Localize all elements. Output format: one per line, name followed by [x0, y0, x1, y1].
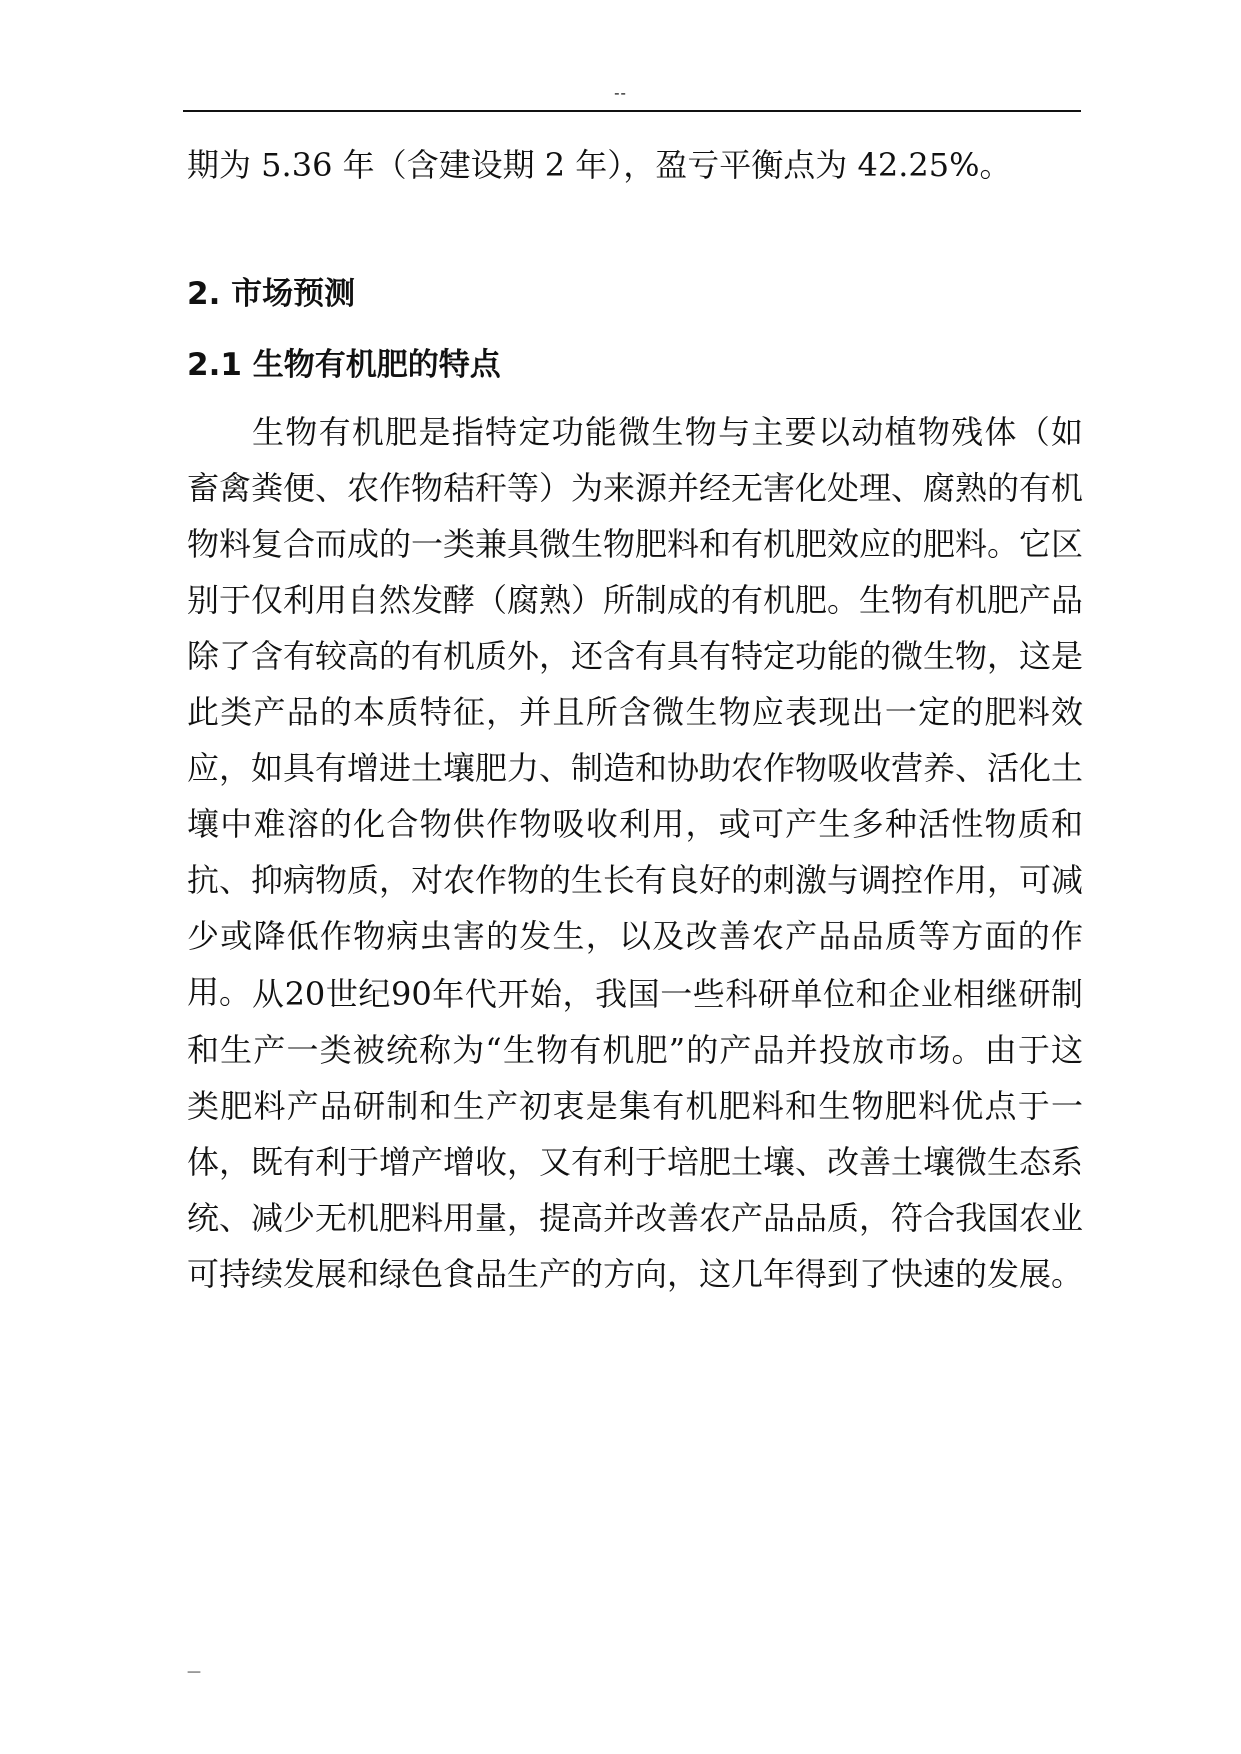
- section-heading: 2. 市场预测: [187, 276, 356, 312]
- header-rule: [183, 110, 1081, 112]
- paragraph-2: 从20世纪90年代开始，我国一些科研单位和企业相继研制和生产一类被统称为“生物有机肥”的产品并投放市场。由于这类肥料产品研制和生产初衷是集有机肥料和生物肥料优点于一体，既有利于增产增收，又有利于培肥土壤、改善土壤微生态系统、减少无机肥料用量，提高并改善农产品品质，符合我国农业可持续发展和绿色食品生产的方向，这几年得到了快速的发展。: [187, 975, 1084, 1293]
- page-header-mark: --: [614, 83, 627, 102]
- subsection-heading: 2.1 生物有机肥的特点: [187, 347, 501, 383]
- page-footer-mark: —: [187, 1664, 201, 1680]
- continuation-line: 期为 5.36 年（含建设期 2 年），盈亏平衡点为 42.25%。: [187, 146, 1012, 184]
- paragraph-1: 生物有机肥是指特定功能微生物与主要以动植物残体（如畜禽粪便、农作物秸秆等）为来源并经无害化处理、腐熟的有机物料复合而成的一类兼具微生物肥料和有机肥效应的肥料。它区别于仅利用自然发酵（腐熟）所制成的有机肥。生物有机肥产品除了含有较高的有机质外，还含有具有特定功能的微生物，这是此类产品的本质特征，并且所含微生物应表现出一定的肥料效应，如具有增进土壤肥力、制造和协助农作物吸收营养、活化土壤中难溶的化合物供作物吸收利用，或可产生多种活性物质和抗、抑病物质，对农作物的生长有良好的刺激与调控作用，可减少或降低作物病虫害的发生，以及改善农产品品质等方面的作用。: [187, 413, 1084, 1011]
